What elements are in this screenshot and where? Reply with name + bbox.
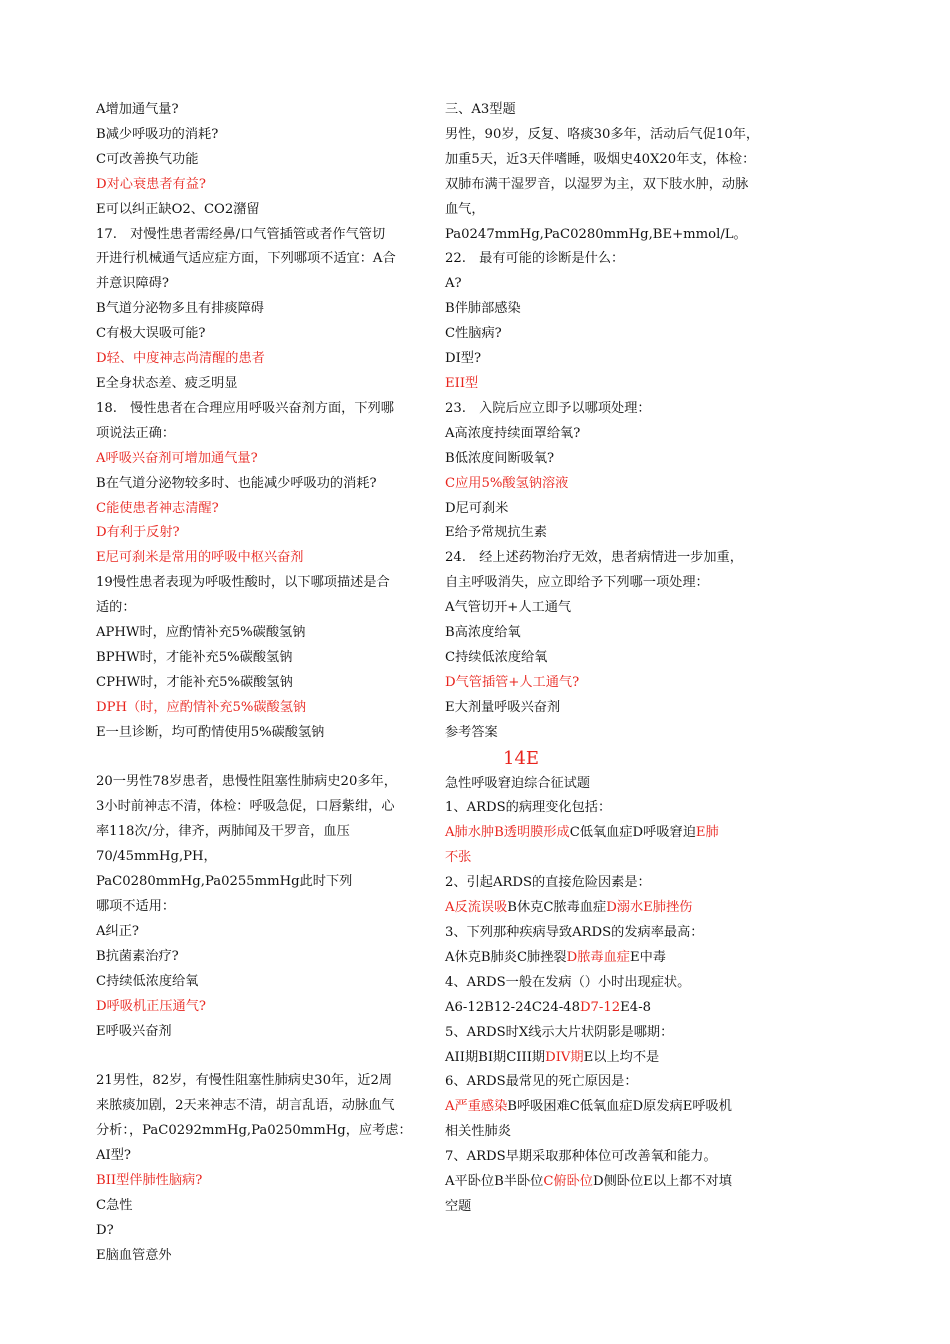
right-column — [445, 98, 775, 1220]
question-text: B减少呼吸功的消耗? — [96, 126, 219, 142]
answer-text: D轻、中度神志尚清醒的患者 — [96, 351, 265, 367]
text-line — [445, 297, 775, 322]
text-line — [96, 1194, 416, 1219]
text-line — [96, 795, 416, 820]
question-text: 开进行机械通气适应症方面，下列哪项不适宜：A合 — [96, 251, 396, 267]
question-text: B抗菌素治疗? — [96, 948, 179, 964]
question-text: 22. 最有可能的诊断是什么： — [445, 251, 625, 267]
text-line — [445, 521, 775, 546]
question-text: 适的： — [96, 600, 136, 616]
text-line — [96, 696, 416, 721]
question-text: E大剂量呼吸兴奋剂 — [445, 699, 561, 715]
question-text: D尼可刹米 — [445, 500, 509, 516]
blank-line — [96, 1044, 416, 1069]
question-text: E脑血管意外 — [96, 1247, 172, 1263]
question-text: C低氧血症D呼吸窘迫 — [569, 825, 696, 841]
text-line — [445, 896, 775, 921]
question-text: E给予常规抗生素 — [445, 525, 547, 541]
question-text: B低浓度间断吸氧? — [445, 450, 555, 466]
question-text: 率118次/分，律齐，两肺闻及干罗音，血压 — [96, 824, 350, 840]
text-line — [445, 571, 775, 596]
question-text: E呼吸兴奋剂 — [96, 1023, 172, 1039]
question-text: A增加通气量? — [96, 102, 179, 117]
text-line — [96, 497, 416, 522]
text-line — [96, 895, 416, 920]
question-text: A平卧位B半卧位 — [445, 1174, 544, 1190]
answer-text: A呼吸兴奋剂可增加通气量? — [96, 450, 258, 466]
question-text: 并意识障碍? — [96, 276, 170, 292]
text-line — [96, 1020, 416, 1045]
question-text: 19慢性患者表现为呼吸性酸时，以下哪项描述是合 — [96, 575, 390, 591]
text-line — [96, 671, 416, 696]
question-text: 急性呼吸窘迫综合征试题 — [445, 775, 591, 791]
text-line — [96, 247, 416, 272]
text-line — [445, 821, 775, 846]
question-text: 血气，Pa0247mmHg,PaC0280mmHg,BE+mmol/L。 — [445, 201, 747, 242]
text-line — [445, 98, 775, 123]
text-line — [96, 397, 416, 422]
text-line — [445, 546, 775, 571]
text-line — [96, 347, 416, 372]
question-text: 21男性，82岁，有慢性阻塞性肺病史30年，近2周 — [96, 1073, 393, 1089]
text-line — [445, 921, 775, 946]
text-line — [445, 671, 775, 696]
question-text: C性脑病? — [445, 326, 502, 342]
text-line — [445, 1046, 775, 1071]
text-line — [445, 198, 775, 248]
question-text: 双肺布满干湿罗音，以湿罗为主，双下肢水肿，动脉 — [445, 176, 749, 192]
question-text: C持续低浓度给氧 — [96, 973, 199, 989]
text-line — [445, 871, 775, 896]
text-line — [445, 173, 775, 198]
question-text: 3小时前神志不清，体检：呼吸急促，口唇紫绀，心 — [96, 799, 395, 815]
text-line — [96, 1169, 416, 1194]
question-text: B伴肺部感染 — [445, 301, 521, 317]
text-line — [96, 621, 416, 646]
question-text: C持续低浓度给氧 — [445, 649, 548, 665]
answer-text: 14E — [503, 747, 540, 769]
question-text: D? — [96, 1222, 114, 1238]
text-line — [445, 247, 775, 272]
question-text: C可改善换气功能 — [96, 151, 199, 167]
question-text: D侧卧位E以上都不对填 — [593, 1174, 732, 1190]
question-text: 6、ARDS最常见的死亡原因是： — [445, 1074, 638, 1090]
question-text: DI型? — [445, 351, 482, 367]
question-text: 三、A3型题 — [445, 102, 516, 117]
question-text: E4-8 — [620, 999, 652, 1015]
question-text: 7、ARDS早期采取那种体位可改善氧和能力。 — [445, 1149, 717, 1165]
question-text: 23. 入院后应立即予以哪项处理： — [445, 400, 651, 416]
text-line — [96, 272, 416, 297]
text-line — [445, 996, 775, 1021]
answer-text: DPH（时，应酌情补充5%碳酸氢钠 — [96, 699, 307, 715]
text-line — [445, 1021, 775, 1046]
text-line — [445, 1195, 775, 1220]
text-line — [445, 696, 775, 721]
blank-line — [96, 746, 416, 771]
answer-text: 不张 — [445, 850, 472, 866]
question-text: 3、下列那种疾病导致ARDS的发病率最高： — [445, 925, 704, 940]
text-line — [96, 820, 416, 845]
question-text: A高浓度持续面罩给氧? — [445, 425, 581, 441]
question-text: 4、ARDS一般在发病（）小时出现症状。 — [445, 974, 691, 990]
text-line — [445, 746, 775, 772]
text-line — [445, 497, 775, 522]
question-text: 17. 对慢性患者需经鼻/口气管插管或者作气管切 — [96, 226, 386, 242]
text-line — [96, 148, 416, 173]
answer-text: E肺 — [695, 825, 719, 841]
question-text: A气管切开+人工通气 — [445, 600, 572, 616]
left-column — [96, 98, 416, 1269]
answer-text: D呼吸机正压通气? — [96, 998, 206, 1014]
text-line — [96, 1069, 416, 1094]
text-line — [96, 297, 416, 322]
text-line — [96, 1119, 416, 1169]
question-text: B气道分泌物多且有排痰障碍 — [96, 301, 264, 317]
text-line — [96, 1219, 416, 1244]
question-text: 20一男性78岁患者，患慢性阻塞性肺病史20多年， — [96, 774, 397, 790]
text-line — [96, 970, 416, 995]
text-line — [445, 1170, 775, 1195]
question-text: 项说法正确： — [96, 425, 176, 441]
text-line — [445, 472, 775, 497]
answer-text: D7-12 — [579, 999, 621, 1015]
text-line — [445, 621, 775, 646]
answer-text: D溺水E肺挫伤 — [606, 900, 693, 916]
question-text: A休克B肺炎C肺挫裂 — [445, 949, 567, 965]
question-text: C有极大误吸可能? — [96, 326, 206, 342]
question-text: B呼吸困难C低氧血症D原发病E呼吸机 — [507, 1099, 732, 1115]
question-text: B在气道分泌物较多时、也能减少呼吸功的消耗? — [96, 475, 377, 491]
question-text: 空题 — [445, 1198, 472, 1214]
text-line — [96, 521, 416, 546]
question-text: E全身状态差、疲乏明显 — [96, 375, 238, 391]
text-line — [96, 123, 416, 148]
answer-text: D对心衰患者有益? — [96, 176, 206, 192]
answer-text: E尼可刹米是常用的呼吸中枢兴奋剂 — [96, 550, 304, 566]
text-line — [445, 372, 775, 397]
text-line — [445, 123, 775, 148]
question-text: E以上均不是 — [583, 1049, 660, 1065]
question-text: APHW时，应酌情补充5%碳酸氢钠 — [96, 625, 306, 641]
question-text: 参考答案 — [445, 724, 498, 740]
text-line — [96, 98, 416, 123]
text-line — [96, 920, 416, 945]
text-line — [445, 1095, 775, 1120]
question-text: 1、ARDS的病理变化包括： — [445, 800, 612, 816]
text-line — [96, 372, 416, 397]
question-text: 自主呼吸消失，应立即给予下列哪一项处理： — [445, 575, 709, 591]
question-text: E中毒 — [629, 949, 666, 965]
text-line — [445, 596, 775, 621]
question-text: A? — [445, 276, 462, 292]
question-text: 男性，90岁，反复、咯痰30多年，活动后气促10年， — [445, 126, 760, 142]
text-line — [445, 1145, 775, 1170]
question-text: 分析：，PaC0292mmHg,Pa0250mmHg，应考虑：AI型? — [96, 1123, 412, 1164]
question-text: 5、ARDS时X线示大片状阴影是哪期： — [445, 1024, 674, 1040]
text-line — [96, 1094, 416, 1119]
text-line — [445, 347, 775, 372]
text-line — [445, 447, 775, 472]
answer-text: A严重感染 — [445, 1099, 508, 1115]
text-line — [445, 971, 775, 996]
question-text: C急性 — [96, 1197, 133, 1213]
text-line — [445, 721, 775, 746]
question-text: A纠正? — [96, 923, 139, 939]
answer-text: EII型 — [445, 375, 479, 391]
text-line — [445, 272, 775, 297]
question-text: E一旦诊断，均可酌情使用5%碳酸氢钠 — [96, 724, 325, 740]
question-text: A6-12B12-24C24-48 — [445, 999, 580, 1015]
answer-text: C能使患者神志清醒? — [96, 500, 219, 516]
answer-text: C俯卧位 — [543, 1174, 593, 1190]
text-line — [96, 422, 416, 447]
question-text: 2、引起ARDS的直接危险因素是： — [445, 875, 651, 891]
text-line — [445, 422, 775, 447]
text-line — [445, 946, 775, 971]
question-text: E可以纠正缺O2、CO2潴留 — [96, 201, 260, 217]
question-text: CPHW时，才能补充5%碳酸氢钠 — [96, 674, 293, 690]
text-line — [445, 1070, 775, 1095]
text-line — [96, 845, 416, 895]
question-text: BPHW时，才能补充5%碳酸氢钠 — [96, 649, 293, 665]
text-line — [96, 721, 416, 746]
answer-text: D气管插管+人工通气? — [445, 674, 580, 690]
text-line — [445, 397, 775, 422]
answer-text: DIV期 — [545, 1049, 584, 1065]
answer-text: D有利于反射? — [96, 525, 180, 541]
text-line — [96, 472, 416, 497]
text-line — [96, 447, 416, 472]
question-text: 70/45mmHg,PH，PaC0280mmHg,Pa0255mmHg此时下列 — [96, 849, 353, 890]
answer-text: BII型伴肺性脑病? — [96, 1172, 203, 1188]
text-line — [96, 945, 416, 970]
text-line — [96, 770, 416, 795]
text-line — [96, 596, 416, 621]
question-text: AII期BI期CIII期 — [445, 1049, 546, 1065]
question-text: 加重5天，近3天伴嗜睡，吸烟史40X20年支，体检： — [445, 151, 756, 167]
text-line — [445, 796, 775, 821]
question-text: B高浓度给氧 — [445, 625, 521, 641]
question-text: 相关性肺炎 — [445, 1124, 511, 1140]
text-line — [96, 995, 416, 1020]
answer-text: D脓毒血症 — [566, 949, 630, 965]
text-line — [96, 173, 416, 198]
text-line — [445, 322, 775, 347]
question-text: 18. 慢性患者在合理应用呼吸兴奋剂方面，下列哪 — [96, 400, 394, 416]
question-text: 来脓痰加剧，2天来神志不清，胡言乱语，动脉血气 — [96, 1098, 395, 1114]
text-line — [445, 1120, 775, 1145]
text-line — [96, 546, 416, 571]
text-line — [96, 198, 416, 223]
text-line — [96, 223, 416, 248]
text-line — [96, 646, 416, 671]
text-line — [445, 772, 775, 797]
text-line — [96, 1244, 416, 1269]
answer-text: C应用5%酸氢钠溶液 — [445, 475, 569, 491]
answer-text: A反流误吸 — [445, 900, 508, 916]
text-line — [445, 846, 775, 871]
text-line — [96, 571, 416, 596]
question-text: 24. 经上述药物治疗无效，患者病情进一步加重， — [445, 550, 743, 566]
question-text: 哪项不适用： — [96, 898, 176, 914]
text-line — [445, 148, 775, 173]
answer-text: A肺水肿B透明膜形成 — [445, 825, 570, 841]
text-line — [96, 322, 416, 347]
question-text: B休克C脓毒血症 — [507, 900, 607, 916]
text-line — [445, 646, 775, 671]
